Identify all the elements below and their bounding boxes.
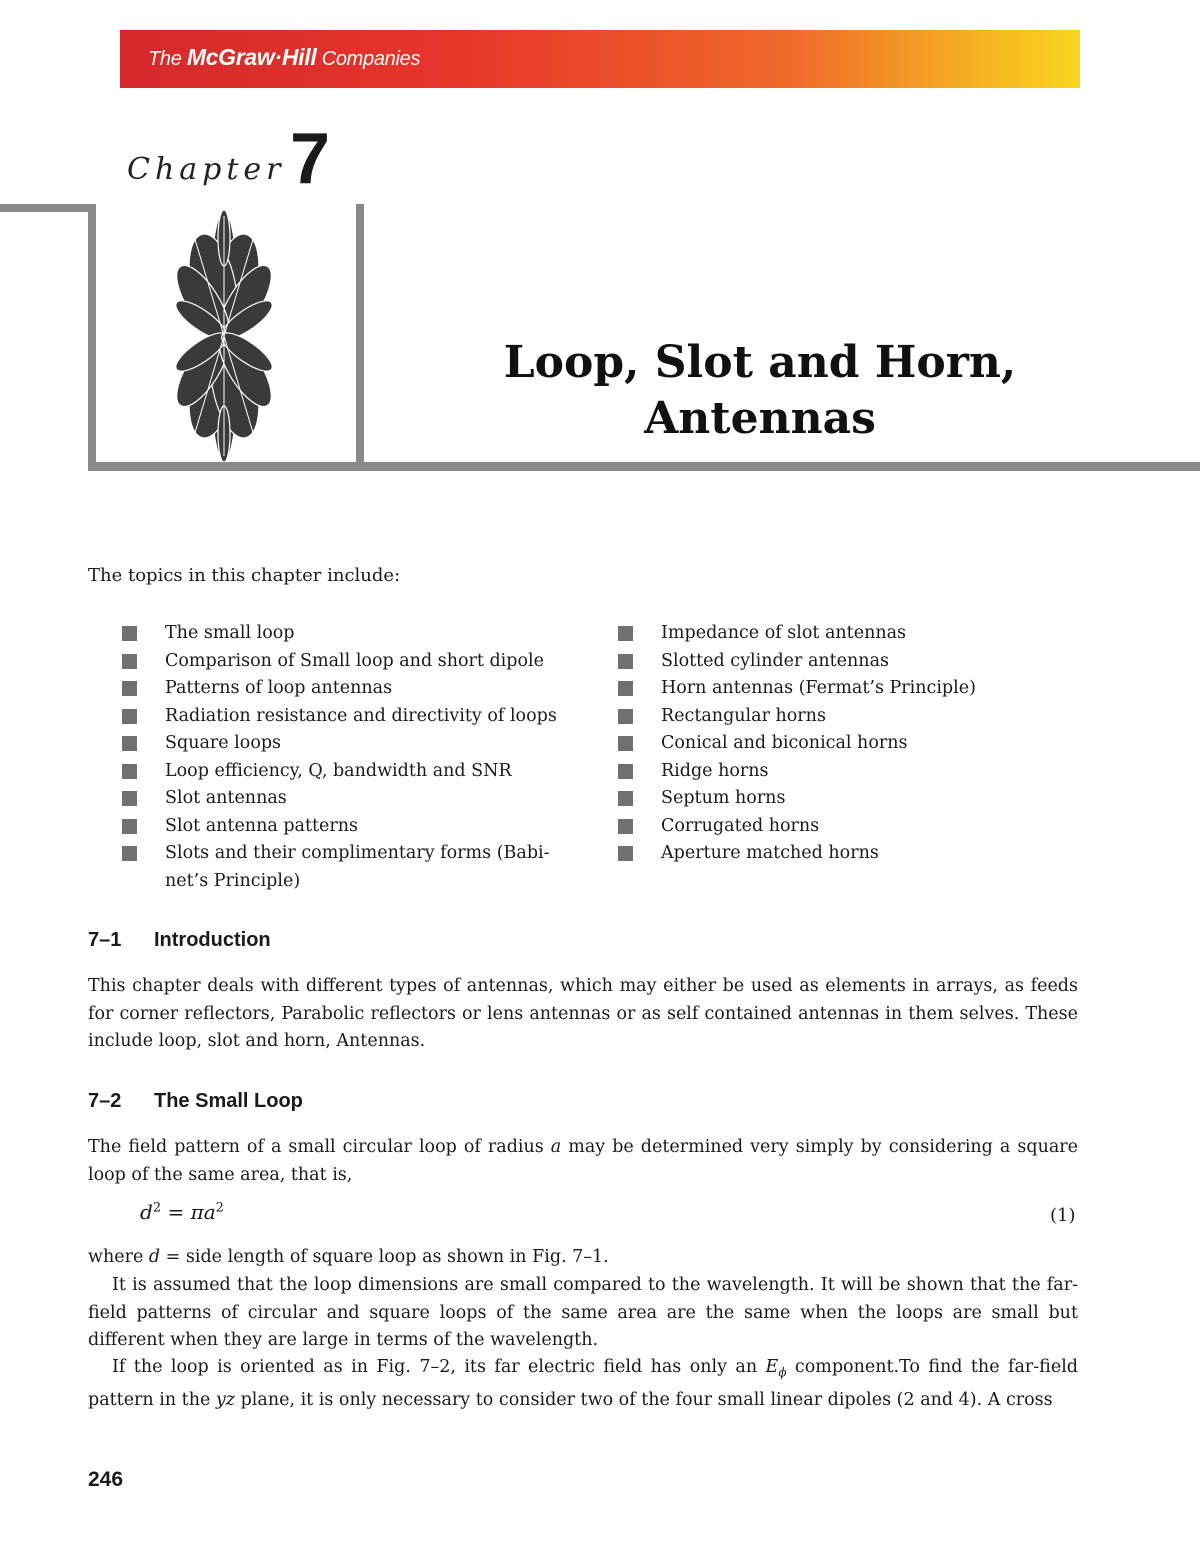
list-item: Rectangular horns xyxy=(616,703,1086,731)
square-bullet-icon xyxy=(618,654,633,669)
intro-paragraph: This chapter deals with different types of antennas, which may either be used as elements in arrays, as feeds for corner reflectors, Parabolic reflectors or lens antennas or as self contained antennas in them selves. These include loop, slot and horn, Antennas. xyxy=(88,976,1078,1051)
list-item: Slot antenna patterns xyxy=(120,813,590,841)
list-item: Radiation resistance and directivity of loops xyxy=(120,703,590,731)
list-item: Horn antennas (Fermat’s Principle) xyxy=(616,675,1086,703)
radiation-pattern-illustration xyxy=(96,204,356,462)
list-item: Loop efficiency, Q, bandwidth and SNR xyxy=(120,758,590,786)
square-bullet-icon xyxy=(122,654,137,669)
square-bullet-icon xyxy=(618,791,633,806)
square-bullet-icon xyxy=(122,681,137,696)
list-item: The small loop xyxy=(120,620,590,648)
section-title: The Small Loop xyxy=(154,1090,303,1112)
list-item: Comparison of Small loop and short dipole xyxy=(120,648,590,676)
list-item: Slot antennas xyxy=(120,785,590,813)
square-bullet-icon xyxy=(618,709,633,724)
topics-intro: The topics in this chapter include: xyxy=(88,565,401,586)
topics-list-right xyxy=(616,620,1086,868)
header-rule-bottom xyxy=(88,462,1200,471)
list-item: Septum horns xyxy=(616,785,1086,813)
list-item: Square loops xyxy=(120,730,590,758)
orientation-paragraph: If the loop is oriented as in Fig. 7–2, its far electric field has only an $E_\phi$ component.To find the far-field pattern in the yz plane, it is only necessary to consider two of the four small linear dipoles (2 and 4). A cross xyxy=(88,1357,1078,1410)
square-bullet-icon xyxy=(122,819,137,834)
equation-number: (1) xyxy=(1050,1205,1076,1226)
chapter-label: Chapter xyxy=(127,152,286,187)
chapter-art-frame xyxy=(88,204,364,462)
square-bullet-icon xyxy=(618,846,633,861)
list-item: Aperture matched horns xyxy=(616,840,1086,868)
logo-suffix: Companies xyxy=(316,48,421,70)
square-bullet-icon xyxy=(122,709,137,724)
square-bullet-icon xyxy=(122,791,137,806)
topics-list-left xyxy=(120,620,590,895)
equation-1: $d^2 = \pi a^2$ xyxy=(140,1200,224,1224)
list-item: Ridge horns xyxy=(616,758,1086,786)
square-bullet-icon xyxy=(618,764,633,779)
logo-prefix: The xyxy=(148,48,187,70)
list-item: Corrugated horns xyxy=(616,813,1086,841)
list-item: Impedance of slot antennas xyxy=(616,620,1086,648)
section-number: 7–1 xyxy=(88,929,122,951)
square-bullet-icon xyxy=(122,846,137,861)
logo-main: McGraw·Hill xyxy=(186,44,317,70)
chapter-title-line-2: Antennas xyxy=(644,393,876,444)
list-item: Slots and their complimentary forms (Babi-net’s Principle) xyxy=(120,840,590,895)
square-bullet-icon xyxy=(122,736,137,751)
small-loop-paragraph: The field pattern of a small circular loop of radius a may be determined very simply by considering a square loop of the same area, that is, xyxy=(88,1137,1078,1185)
list-item: Patterns of loop antennas xyxy=(120,675,590,703)
square-bullet-icon xyxy=(122,764,137,779)
chapter-number: 7 xyxy=(290,119,331,199)
square-bullet-icon xyxy=(122,626,137,641)
chapter-title xyxy=(500,335,1020,447)
list-item: Conical and biconical horns xyxy=(616,730,1086,758)
where-paragraph: where d = side length of square loop as shown in Fig. 7–1. xyxy=(88,1247,609,1267)
publisher-banner xyxy=(120,30,1080,88)
page-number: 246 xyxy=(88,1468,124,1491)
square-bullet-icon xyxy=(618,819,633,834)
square-bullet-icon xyxy=(618,681,633,696)
chapter-title-line-1: Loop, Slot and Horn, xyxy=(503,337,1017,388)
square-bullet-icon xyxy=(618,626,633,641)
section-number: 7–2 xyxy=(88,1090,122,1112)
section-title: Introduction xyxy=(154,929,271,951)
section-heading-introduction xyxy=(88,929,271,952)
square-bullet-icon xyxy=(618,736,633,751)
publisher-logo-text xyxy=(148,44,420,71)
section-heading-small-loop xyxy=(88,1090,303,1113)
assumption-paragraph: It is assumed that the loop dimensions are small compared to the wavelength. It will be shown that the far-field patterns of circular and square loops of the same area are the same when the loops are small but different when they are large in terms of the wavelength. xyxy=(88,1275,1078,1350)
list-item: Slotted cylinder antennas xyxy=(616,648,1086,676)
